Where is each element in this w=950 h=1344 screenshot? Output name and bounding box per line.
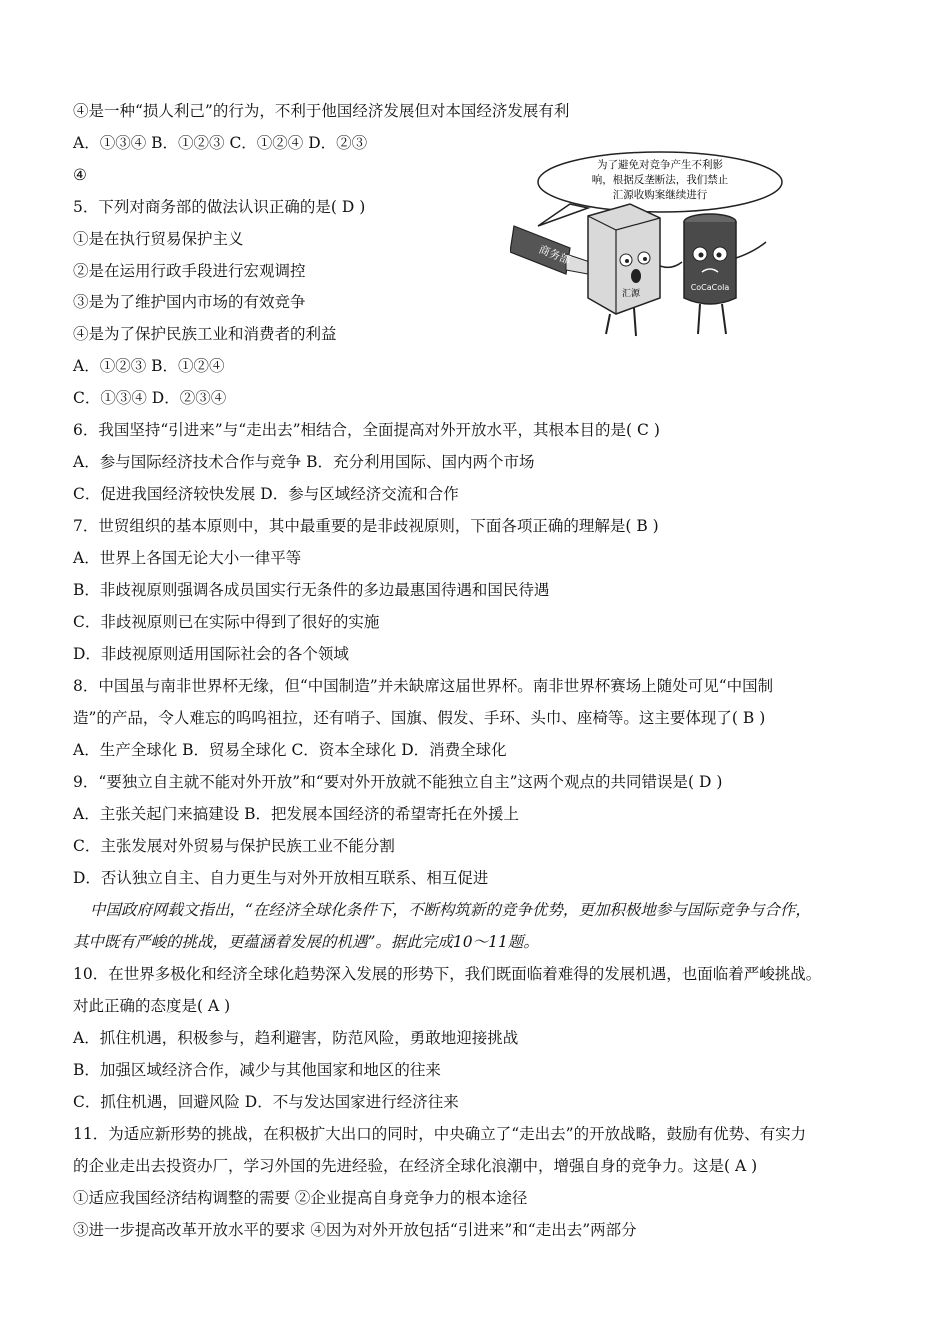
cartoon-illustration: [510, 148, 790, 348]
q10-stem-2: 对此正确的态度是( A ): [73, 997, 231, 1015]
q5-choices-ab: A．①②③ B．①②④: [73, 357, 225, 375]
q10-stem-1: 10．在世界多极化和经济全球化趋势深入发展的形势下，我们既面临着难得的发展机遇，也面临着严峻挑战。: [73, 965, 822, 983]
passage-line-2: 其中既有严峻的挑战，更蕴涵着发展的机遇”。据此完成10～11题。: [73, 933, 539, 951]
sleeve-label: 商务部: [536, 242, 573, 268]
q8-stem-1: 8．中国虽与南非世界杯无缘，但“中国制造”并未缺席这届世界杯。南非世界杯赛场上随处可见“中国制: [73, 677, 774, 695]
q10-choice-b: B．加强区域经济合作，减少与其他国家和地区的往来: [73, 1061, 441, 1079]
q8-stem-2: 造”的产品，令人难忘的呜呜祖拉，还有哨子、国旗、假发、手环、头巾、座椅等。这主要体现了( B ): [73, 709, 766, 727]
q4-choices-wrap: ④: [73, 166, 87, 184]
q9-stem: 9．“要独立自主就不能对外开放”和“要对外开放就不能独立自主”这两个观点的共同错误是( D ): [73, 773, 723, 791]
can-label: CoCaCola: [690, 283, 730, 292]
passage-line-1: 中国政府网载文指出，“在经济全球化条件下，不断构筑新的竞争优势，更加积极地参与国际竞争与合作，: [90, 901, 811, 919]
q10-choice-a: A．抓住机遇，积极参与，趋利避害，防范风险，勇敢地迎接挑战: [73, 1029, 519, 1047]
q8-choices: A．生产全球化 B．贸易全球化 C．资本全球化 D．消费全球化: [73, 741, 507, 759]
q5-item-2: ②是在运用行政手段进行宏观调控: [73, 262, 306, 280]
q6-choices-cd: C．促进我国经济较快发展 D．参与区域经济交流和合作: [73, 485, 459, 503]
speech-bubble: [538, 152, 782, 226]
q7-choice-a: A．世界上各国无论大小一律平等: [73, 549, 302, 567]
holding-hands: [660, 262, 682, 267]
q6-stem: 6．我国坚持“引进来”与“走出去”相结合，全面提高对外开放水平，其根本目的是( C ): [73, 421, 660, 439]
huiyuan-juice-box: [588, 204, 660, 336]
q7-choice-b: B．非歧视原则强调各成员国实行无条件的多边最惠国待遇和国民待遇: [73, 581, 550, 599]
q5-choices-cd: C．①③④ D．②③④: [73, 389, 227, 407]
q5-stem: 5．下列对商务部的做法认识正确的是( D ): [73, 198, 366, 216]
speech-line-1: 为了避免对竞争产生不利影: [597, 159, 723, 171]
q5-item-3: ③是为了维护国内市场的有效竞争: [73, 293, 306, 311]
q4-choices: A．①③④ B．①②③ C．①②④ D．②③: [73, 134, 368, 152]
q11-stem-2: 的企业走出去投资办厂，学习外国的先进经验，在经济全球化浪潮中，增强自身的竞争力。这是( A ): [73, 1157, 758, 1175]
juice-box-label: 汇源: [622, 289, 641, 299]
q11-items-34: ③进一步提高改革开放水平的要求 ④因为对外开放包括“引进来”和“走出去”两部分: [73, 1221, 637, 1239]
commerce-ministry-arm: [510, 226, 590, 274]
q7-stem: 7．世贸组织的基本原则中，其中最重要的是非歧视原则，下面各项正确的理解是( B ): [73, 517, 659, 535]
q11-stem-1: 11．为适应新形势的挑战，在积极扩大出口的同时，中央确立了“走出去”的开放战略，鼓励有优势、有实力: [73, 1125, 807, 1143]
q11-items-12: ①适应我国经济结构调整的需要 ②企业提高自身竞争力的根本途径: [73, 1189, 528, 1207]
q7-choice-c: C．非歧视原则已在实际中得到了很好的实施: [73, 613, 380, 631]
q7-choice-d: D．非歧视原则适用国际社会的各个领域: [73, 645, 349, 663]
speech-line-3: 汇源收购案继续进行: [612, 189, 708, 201]
q9-choices-ab: A．主张关起门来搞建设 B．把发展本国经济的希望寄托在外援上: [73, 805, 520, 823]
speech-line-2: 响，根据反垄断法，我们禁止: [591, 174, 729, 186]
option-4-text: ④是一种“损人利己”的行为，不利于他国经济发展但对本国经济发展有利: [73, 102, 570, 120]
q9-choice-c: C．主张发展对外贸易与保护民族工业不能分割: [73, 837, 395, 855]
q5-item-4: ④是为了保护民族工业和消费者的利益: [73, 325, 337, 343]
cocacola-can: [684, 214, 766, 334]
q9-choice-d: D．否认独立自主、自力更生与对外开放相互联系、相互促进: [73, 869, 489, 887]
q10-choices-cd: C．抓住机遇，回避风险 D．不与发达国家进行经济往来: [73, 1093, 459, 1111]
q5-item-1: ①是在执行贸易保护主义: [73, 230, 244, 248]
q6-choices-ab: A．参与国际经济技术合作与竞争 B．充分利用国际、国内两个市场: [73, 453, 535, 471]
